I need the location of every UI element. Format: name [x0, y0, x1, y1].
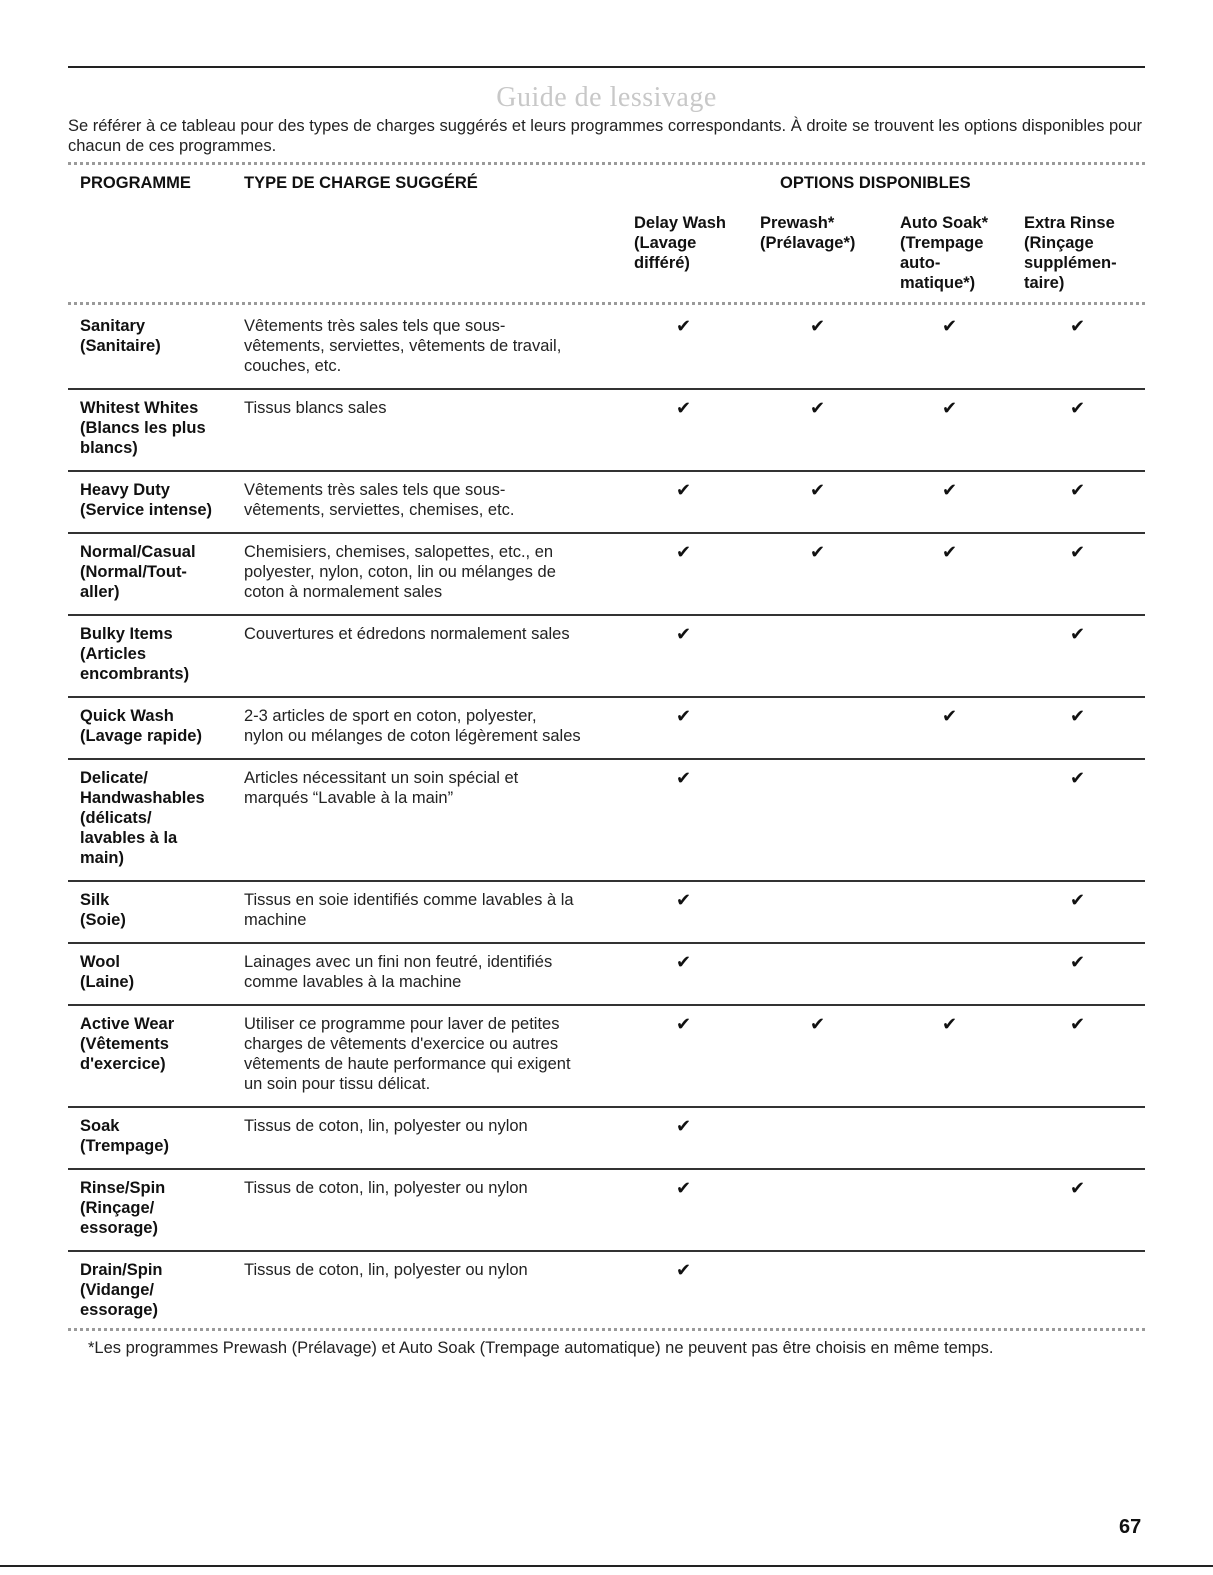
- check-mark-icon: ✔: [676, 316, 692, 336]
- check-mark-icon: ✔: [942, 316, 958, 336]
- load-description: Articles nécessitant un soin spécial et marqués “Lavable à la main”: [244, 769, 519, 807]
- programme-name: Sanitary (Sanitaire): [80, 317, 161, 355]
- check-mark-icon: ✔: [942, 706, 958, 726]
- bottom-rule: [0, 1565, 1213, 1567]
- programme-name: Quick Wash (Lavage rapide): [80, 707, 202, 745]
- programme-name: Bulky Items (Articles encombrants): [80, 625, 190, 683]
- table-row: [68, 1108, 1145, 1170]
- programme-name: Rinse/Spin (Rinçage/ essorage): [80, 1179, 166, 1237]
- check-mark-icon: ✔: [676, 890, 692, 910]
- load-description: Tissus de coton, lin, polyester ou nylon: [244, 1117, 528, 1135]
- guide-table: [68, 308, 1145, 1334]
- table-row: [68, 390, 1145, 472]
- table-row: [68, 944, 1145, 1006]
- intro-text: Se référer à ce tableau pour des types de charges suggérés et leurs programmes correspondants. À droite se trouvent les options disponibles pour chacun de ces programmes.: [68, 117, 1143, 155]
- check-mark-icon: ✔: [676, 1116, 692, 1136]
- load-description: Vêtements très sales tels que sous- vêtements, serviettes, vêtements de travail, couches, etc.: [244, 317, 562, 375]
- check-mark-icon: ✔: [676, 1014, 692, 1034]
- check-mark-icon: ✔: [676, 768, 692, 788]
- footnote: *Les programmes Prewash (Prélavage) et Auto Soak (Trempage automatique) ne peuvent pas être choisis en même temps.: [88, 1339, 994, 1357]
- check-mark-icon: ✔: [1070, 480, 1086, 500]
- check-mark-icon: ✔: [1070, 706, 1086, 726]
- check-mark-icon: ✔: [676, 706, 692, 726]
- table-row: [68, 1252, 1145, 1334]
- option-header-delay-wash: Delay Wash (Lavage différé): [634, 214, 727, 272]
- programme-name: Active Wear (Vêtements d'exercice): [80, 1015, 175, 1073]
- check-mark-icon: ✔: [676, 542, 692, 562]
- option-header-auto-soak: Auto Soak* (Trempage auto- matique*): [900, 214, 989, 292]
- check-mark-icon: ✔: [1070, 398, 1086, 418]
- load-description: Tissus blancs sales: [244, 399, 387, 417]
- check-mark-icon: ✔: [942, 1014, 958, 1034]
- check-mark-icon: ✔: [676, 480, 692, 500]
- dotted-divider-header: [68, 302, 1145, 305]
- option-header-extra-rinse: Extra Rinse (Rinçage supplémen- taire): [1024, 214, 1117, 292]
- check-mark-icon: ✔: [676, 1260, 692, 1280]
- check-mark-icon: ✔: [810, 480, 826, 500]
- check-mark-icon: ✔: [1070, 952, 1086, 972]
- check-mark-icon: ✔: [1070, 316, 1086, 336]
- programme-name: Wool (Laine): [80, 953, 135, 991]
- check-mark-icon: ✔: [1070, 890, 1086, 910]
- programme-name: Silk (Soie): [80, 891, 126, 929]
- load-description: Utiliser ce programme pour laver de petites charges de vêtements d'exercice ou autres vêtements de haute performance qui exigent un soin pour tissu délicat.: [244, 1015, 571, 1093]
- load-description: Lainages avec un fini non feutré, identifiés comme lavables à la machine: [244, 953, 553, 991]
- programme-name: Normal/Casual (Normal/Tout- aller): [80, 543, 196, 601]
- table-row: [68, 616, 1145, 698]
- check-mark-icon: ✔: [1070, 768, 1086, 788]
- table-row: [68, 1006, 1145, 1108]
- check-mark-icon: ✔: [1070, 624, 1086, 644]
- check-mark-icon: ✔: [676, 398, 692, 418]
- table-row: [68, 1170, 1145, 1252]
- check-mark-icon: ✔: [942, 398, 958, 418]
- programme-name: Drain/Spin (Vidange/ essorage): [80, 1261, 163, 1319]
- table-row: [68, 698, 1145, 760]
- table-row: [68, 308, 1145, 390]
- table-row: [68, 534, 1145, 616]
- check-mark-icon: ✔: [676, 1178, 692, 1198]
- load-description: Tissus en soie identifiés comme lavables à la machine: [244, 891, 574, 929]
- load-description: Tissus de coton, lin, polyester ou nylon: [244, 1179, 528, 1197]
- table-row: [68, 882, 1145, 944]
- load-description: Tissus de coton, lin, polyester ou nylon: [244, 1261, 528, 1279]
- header-programme: PROGRAMME: [80, 174, 191, 192]
- option-header-prewash: Prewash* (Prélavage*): [760, 214, 856, 252]
- check-mark-icon: ✔: [676, 624, 692, 644]
- check-mark-icon: ✔: [810, 1014, 826, 1034]
- check-mark-icon: ✔: [1070, 1178, 1086, 1198]
- top-rule: [68, 66, 1145, 68]
- check-mark-icon: ✔: [810, 398, 826, 418]
- table-row: [68, 760, 1145, 882]
- header-options: OPTIONS DISPONIBLES: [780, 174, 971, 192]
- check-mark-icon: ✔: [676, 952, 692, 972]
- programme-name: Delicate/ Handwashables (délicats/ lavables à la main): [80, 769, 205, 867]
- check-mark-icon: ✔: [942, 480, 958, 500]
- load-description: Vêtements très sales tels que sous- vêtements, serviettes, chemises, etc.: [244, 481, 515, 519]
- check-mark-icon: ✔: [1070, 1014, 1086, 1034]
- dotted-divider-top: [68, 162, 1145, 165]
- check-mark-icon: ✔: [942, 542, 958, 562]
- load-description: Chemisiers, chemises, salopettes, etc., en polyester, nylon, coton, lin ou mélanges de coton à normalement sales: [244, 543, 556, 601]
- programme-name: Heavy Duty (Service intense): [80, 481, 213, 519]
- page-number: 67: [1119, 1516, 1142, 1538]
- table-row: [68, 472, 1145, 534]
- check-mark-icon: ✔: [1070, 542, 1086, 562]
- load-description: Couvertures et édredons normalement sales: [244, 625, 570, 643]
- check-mark-icon: ✔: [810, 316, 826, 336]
- programme-name: Soak (Trempage): [80, 1117, 169, 1155]
- page-title: Guide de lessivage: [496, 82, 717, 113]
- load-description: 2-3 articles de sport en coton, polyester, nylon ou mélanges de coton légèrement sales: [244, 707, 581, 745]
- programme-name: Whitest Whites (Blancs les plus blancs): [80, 399, 206, 457]
- header-load-type: TYPE DE CHARGE SUGGÉRÉ: [244, 174, 478, 192]
- dotted-divider-bottom: [68, 1328, 1145, 1331]
- check-mark-icon: ✔: [810, 542, 826, 562]
